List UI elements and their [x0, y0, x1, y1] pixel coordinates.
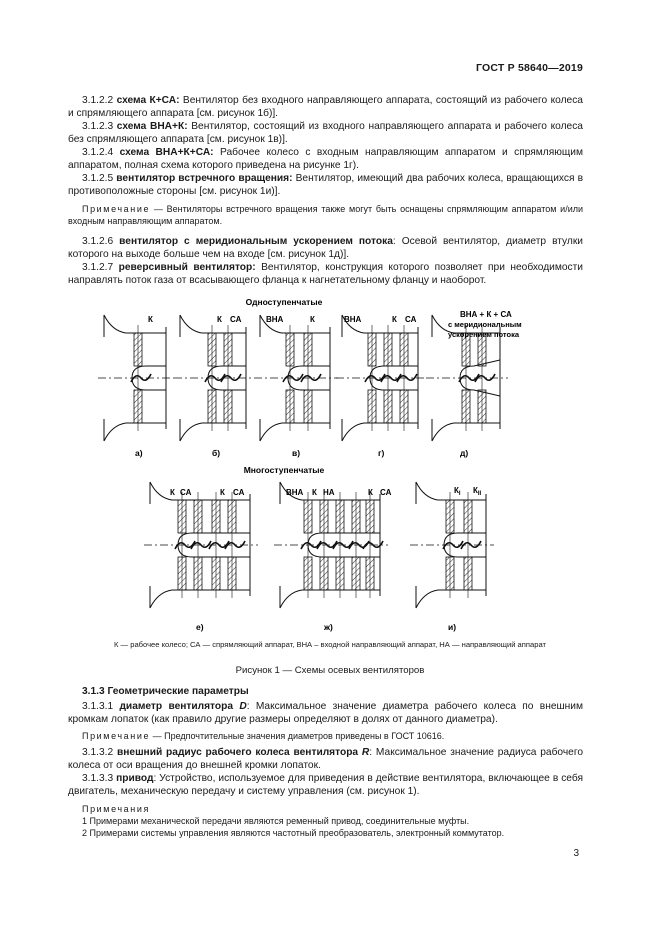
- notes-heading: Примечания: [82, 804, 150, 814]
- scheme-b-hub-bottom: [208, 378, 246, 390]
- para-3-1-3-3: 3.1.3.3 привод: Устройство, используемое для приведения в действие вентилятора, включающее в себя двигатель, механическую передачу и систему управления (см. рисунок 1).: [68, 773, 583, 797]
- label-zh-ca: СА: [380, 488, 392, 497]
- scheme-g-shell-bottom: [342, 423, 418, 441]
- para-3-1-3-2: 3.1.3.2 внешний радиус рабочего колеса вентилятора R: Максимальное значение радиуса рабочего колеса от оси вращения до внешней кромки лопаток.: [68, 747, 584, 771]
- label-g-ca: СА: [405, 315, 417, 324]
- label-b-ca: СА: [230, 315, 242, 324]
- label-b-k: К: [217, 315, 222, 324]
- sub-label-d: д): [460, 448, 469, 458]
- label-g-vna: ВНА: [344, 315, 362, 324]
- label-e-k1: К: [170, 488, 175, 497]
- label-zh-k1: К: [312, 488, 317, 497]
- page-header-standard: ГОСТ Р 58640—2019: [475, 62, 583, 74]
- label-v-k: К: [310, 315, 315, 324]
- figure-legend: К — рабочее колесо; СА — спрямляющий аппарат, ВНА – входной направляющий аппарат, НА — направляющий аппарат: [114, 640, 546, 649]
- figure-axial-fan-schemes: [60, 290, 620, 660]
- note-2: 2 Примерами системы управления являются частотный преобразователь, электронный коммутатор.: [82, 828, 505, 838]
- label-zh-k2: К: [368, 488, 373, 497]
- sub-label-e: е): [196, 622, 204, 632]
- schemes-group: [98, 315, 508, 608]
- scheme-e-shell-bottom: [150, 590, 250, 608]
- label-e-k2: К: [220, 488, 225, 497]
- scheme-i-blade-profile-1: [461, 541, 481, 549]
- figure-caption: Рисунок 1 — Схемы осевых вентиляторов: [235, 665, 425, 676]
- para-3-1-2-7: 3.1.2.7 реверсивный вентилятор: Вентилятор, конструкция которого позволяет при необходимости направлять поток газа от всасывающего фланца к нагнетательному фланцу и наоборот.: [68, 262, 583, 286]
- para-3-1-2-4: 3.1.2.4 схема ВНА+К+СА: Рабочее колесо с входным направляющим аппаратом и спрямляющим аппаратом, полная схема которого приведена на рисунке 1г).: [68, 147, 583, 171]
- scheme-g-hub-top: [370, 366, 418, 378]
- note-counter-rotation: Примечание — Вентиляторы встречного вращения также могут быть оснащены спрямляющим аппаратом и/или входным направляющим аппаратом.: [68, 204, 583, 226]
- para-3-1-2-2: 3.1.2.2 схема К+СА: Вентилятор без входного направляющего аппарата, состоящий из рабочего колеса и спрямляющего аппарата [см. рисунок 1б)].: [68, 95, 583, 119]
- sub-label-b: б): [212, 448, 221, 458]
- scheme-i-shell-bottom: [416, 590, 486, 608]
- label-a-k: К: [148, 315, 153, 324]
- label-g-k: К: [392, 315, 397, 324]
- scheme-v-shell-bottom: [260, 423, 330, 441]
- scheme-b-shell-bottom: [180, 423, 246, 441]
- figure-svg: [60, 290, 620, 660]
- scheme-zh-shell-bottom: [280, 590, 380, 608]
- scheme-a-shell-top: [104, 315, 166, 333]
- scheme-v-blade-profile-1: [301, 374, 321, 382]
- para-3-1-2-6: 3.1.2.6 вентилятор с меридиональным ускорением потока: Осевой вентилятор, диаметр втулки которого на выходе больше чем на входе [см. рисунок 1д)].: [68, 236, 583, 260]
- label-d-title-1: ВНА + К + СА: [460, 310, 512, 319]
- para-3-1-2-5: 3.1.2.5 вентилятор встречного вращения: Вентилятор, имеющий два рабочих колеса, вращающихся в противоположные стороны [см. рисунок 1и)].: [68, 173, 583, 197]
- sub-label-zh: ж): [324, 622, 333, 632]
- group-single-label: Одноступенчатые: [245, 297, 323, 307]
- sub-label-v: в): [292, 448, 301, 458]
- note-1: 1 Примерами механической передачи являются ременный привод, соединительные муфты.: [82, 816, 470, 826]
- scheme-a-blade-profile-0: [131, 374, 151, 382]
- label-i-k2: $К_{II}$: [473, 486, 482, 497]
- scheme-a-hub-bottom: [132, 378, 166, 390]
- label-zh-na: НА: [323, 488, 335, 497]
- label-d-title-2: с меридиональным: [448, 320, 522, 329]
- page-number: 3: [573, 848, 579, 859]
- scheme-i-blade-profile-0: [443, 541, 463, 549]
- label-e-ca2: СА: [233, 488, 245, 497]
- sub-label-a: а): [135, 448, 143, 458]
- label-v-vna: ВНА: [266, 315, 284, 324]
- section-title: 3.1.3 Геометрические параметры: [82, 686, 249, 697]
- label-i-k1: $К_I$: [454, 486, 461, 497]
- para-3-1-2-3: 3.1.2.3 схема ВНА+К: Вентилятор, состоящий из входного направляющего аппарата и рабочего колеса без спрямляющего аппарата [см. рисунок 1в)].: [68, 121, 583, 145]
- label-zh-vna: ВНА: [286, 488, 304, 497]
- sub-label-g: г): [378, 448, 385, 458]
- note-diameters: Примечание — Предпочтительные значения диаметров приведены в ГОСТ 10616.: [82, 731, 445, 741]
- sub-label-i: и): [448, 622, 457, 632]
- label-e-ca1: СА: [180, 488, 192, 497]
- scheme-a-shell-bottom: [104, 423, 166, 441]
- scheme-v-blade-profile-0: [283, 374, 303, 382]
- group-multi-label: Многоступенчатые: [243, 465, 325, 475]
- para-3-1-3-1: 3.1.3.1 диаметр вентилятора D: Максимальное значение диаметра рабочего колеса по внешним кромкам лопаток (как правило другие размеры определяют в долях от данного диаметра).: [68, 701, 583, 725]
- label-d-title-3: ускорением потока: [448, 330, 519, 339]
